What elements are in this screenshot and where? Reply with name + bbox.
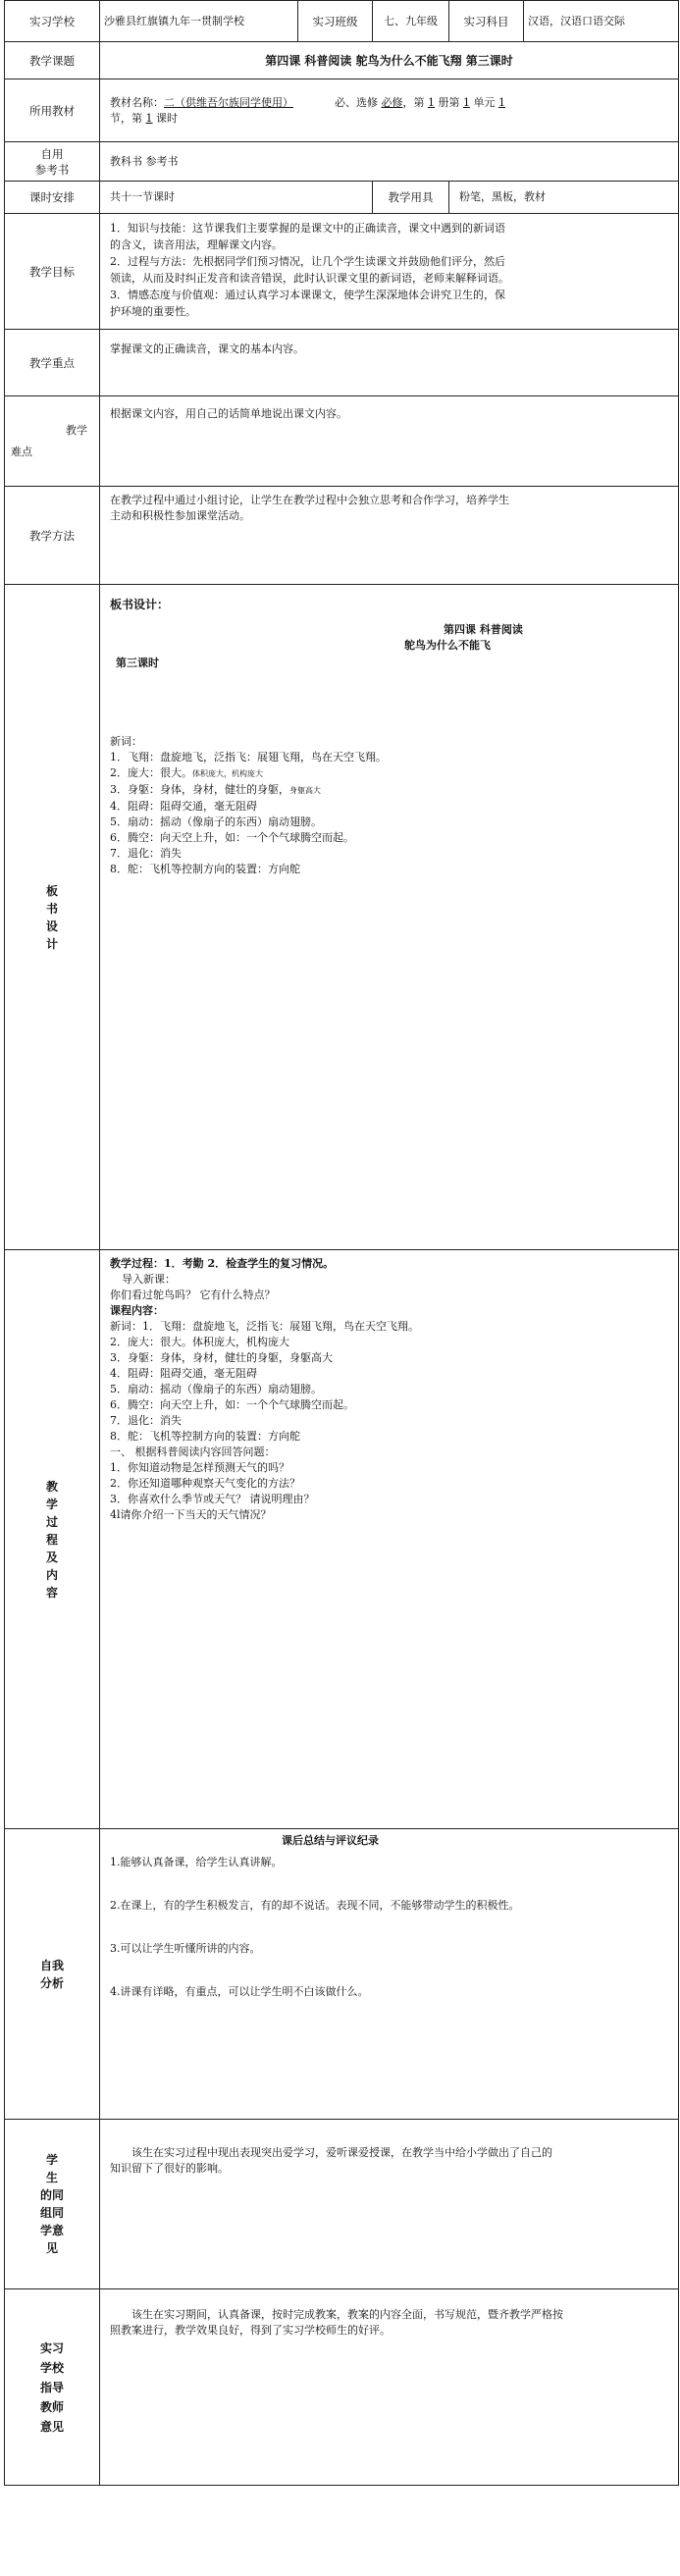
board-title1: 第四课 科普阅读 bbox=[444, 623, 523, 636]
board-period: 第三课时 bbox=[116, 657, 159, 669]
textbook-unit-label: 册第 bbox=[438, 95, 460, 109]
process-line: 5．扇动：摇动（像扇子的东西）扇动翅膀。 bbox=[110, 1383, 322, 1395]
reference-value: 教科书 参考书 bbox=[100, 142, 679, 182]
goals-line: 2．过程与方法：先根据同学们预习情况，让几个学生读课文并鼓励他们评分，然后 bbox=[110, 255, 505, 268]
textbook-lesson-suffix: 课时 bbox=[156, 111, 178, 125]
self-analysis-line: 3.可以让学生听懂所讲的内容。 bbox=[110, 1942, 261, 1955]
process-line: 教学过程：1．考勤 2．检查学生的复习情况。 bbox=[110, 1257, 335, 1270]
process-line: 导入新课： bbox=[122, 1273, 176, 1286]
methods-row bbox=[5, 487, 679, 585]
mentor-line: 该生在实习期间，认真备课，按时完成教案，教案的内容全面，书写规范，暨齐教学严格按 bbox=[131, 2308, 563, 2321]
board-words-heading: 新词： bbox=[110, 735, 142, 748]
self-analysis-line: 2.在课上，有的学生积极发言，有的却不说话。表现不同，不能够带动学生的积极性。 bbox=[110, 1899, 520, 1912]
textbook-unit: 1 bbox=[462, 95, 470, 109]
school-value: 沙雅县红旗镇九年一贯制学校 bbox=[100, 1, 298, 42]
board-heading: 板书设计： bbox=[110, 598, 170, 611]
goals-line: 的含义，读音用法，理解课文内容。 bbox=[110, 238, 283, 251]
peer-line: 知识留下了很好的影响。 bbox=[110, 2162, 229, 2175]
board-note: 身躯高大 bbox=[289, 786, 321, 795]
process-line: 一、 根据科普阅读内容回答问题： bbox=[110, 1446, 276, 1458]
goals-line: 领读，从而及时纠正发音和读音错误，此时认识课文里的新词语，老师来解释词语。 bbox=[110, 272, 509, 285]
textbook-name: 二（供维吾尔族同学使用） bbox=[164, 95, 293, 109]
school-label: 实习学校 bbox=[5, 1, 100, 42]
peer-content bbox=[100, 2120, 679, 2289]
tools-value: 粉笔，黑板，教材 bbox=[449, 182, 679, 214]
process-line: 3．身躯：身体，身材，健壮的身躯，身躯高大 bbox=[110, 1351, 333, 1364]
goals-line: 1．知识与技能：这节课我们主要掌握的是课文中的正确读音，课文中遇到的新词语 bbox=[110, 222, 505, 235]
key-points-row bbox=[5, 330, 679, 396]
textbook-lesson: 1 bbox=[145, 111, 153, 125]
class-label: 实习班级 bbox=[298, 1, 373, 42]
reference-row bbox=[5, 142, 679, 182]
self-analysis-heading: 课后总结与评议纪录 bbox=[282, 1834, 379, 1847]
textbook-label: 所用教材 bbox=[5, 79, 100, 142]
process-content bbox=[100, 1250, 679, 1829]
board-row bbox=[5, 585, 679, 1250]
subject-label: 实习科目 bbox=[449, 1, 524, 42]
reference-label: 自用 参考书 bbox=[5, 142, 100, 182]
process-line: 6．腾空：向天空上升，如：一个个气球腾空而起。 bbox=[110, 1398, 354, 1411]
textbook-mid: 必、选修 bbox=[334, 95, 378, 109]
mentor-row bbox=[5, 2289, 679, 2486]
board-word: 2．庞大：很大。体积庞大，机构庞大 bbox=[110, 766, 263, 779]
difficulties-value: 根据课文内容，用自己的话简单地说出课文内容。 bbox=[100, 396, 679, 487]
mentor-label: 实习 学校 指导 教师 意见 bbox=[5, 2289, 100, 2486]
goals-line: 护环境的重要性。 bbox=[110, 305, 196, 318]
process-line: 你们看过鸵鸟吗？ 它有什么特点？ bbox=[110, 1288, 276, 1301]
goals-row bbox=[5, 214, 679, 330]
process-label: 教 学 过 程 及 内 容 bbox=[5, 1250, 100, 1829]
board-title2: 鸵鸟为什么不能飞 bbox=[404, 639, 491, 652]
difficulties-label: 教学 难点 bbox=[5, 396, 100, 487]
topic-row bbox=[5, 42, 679, 79]
topic-label: 教学课题 bbox=[5, 42, 100, 79]
board-word: 8．舵：飞机等控制方向的装置：方向舵 bbox=[110, 863, 300, 875]
board-word: 3．身躯：身体，身材，健壮的身躯，身躯高大 bbox=[110, 783, 321, 796]
methods-content bbox=[100, 487, 679, 585]
goals-content bbox=[100, 214, 679, 330]
class-value: 七、九年级 bbox=[373, 1, 449, 42]
methods-line: 在教学过程中通过小组讨论，让学生在教学过程中会独立思考和合作学习，培养学生 bbox=[110, 494, 509, 506]
board-word: 5．扇动：摇动（像扇子的东西）扇动翅膀。 bbox=[110, 815, 322, 828]
self-analysis-label: 自我 分析 bbox=[5, 1829, 100, 2120]
textbook-section-suffix: 节，第 bbox=[110, 111, 142, 125]
lesson-plan-table bbox=[4, 0, 679, 2486]
textbook-section-label: 单元 bbox=[473, 95, 496, 109]
self-analysis-content bbox=[100, 1829, 679, 2120]
subject-value: 汉语，汉语口语交际 bbox=[524, 1, 679, 42]
process-line: 4．阻碍：阻碍交通，毫无阻碍 bbox=[110, 1367, 257, 1380]
board-word: 6．腾空：向天空上升，如：一个个气球腾空而起。 bbox=[110, 831, 354, 844]
process-line: 课程内容： bbox=[110, 1304, 164, 1317]
process-line: 2．你还知道哪种观察天气变化的方法？ bbox=[110, 1477, 300, 1490]
process-line: 7．退化：消失 bbox=[110, 1414, 182, 1427]
board-word: 7．退化：消失 bbox=[110, 847, 182, 860]
process-line: 2．庞大：很大。体积庞大，机构庞大 bbox=[110, 1336, 289, 1348]
schedule-label: 课时安排 bbox=[5, 182, 100, 214]
methods-line: 主动和积极性参加课堂活动。 bbox=[110, 509, 250, 522]
board-label: 板 书 设 计 bbox=[5, 585, 100, 1250]
schedule-value: 共十一节课时 bbox=[100, 182, 373, 214]
header-row bbox=[5, 1, 679, 42]
textbook-book-prefix: ，第 bbox=[402, 95, 425, 109]
textbook-row bbox=[5, 79, 679, 142]
peer-row bbox=[5, 2120, 679, 2289]
self-analysis-row bbox=[5, 1829, 679, 2120]
methods-label: 教学方法 bbox=[5, 487, 100, 585]
process-line: 3．你喜欢什么季节或天气？ 请说明理由？ bbox=[110, 1493, 315, 1505]
difficulties-row bbox=[5, 396, 679, 487]
board-word: 1．飞翔：盘旋地飞，泛指飞：展翅飞翔，鸟在天空飞翔。 bbox=[110, 751, 387, 763]
process-line: 1．你知道动物是怎样预测天气的吗？ bbox=[110, 1461, 289, 1474]
board-content bbox=[100, 585, 679, 1250]
goals-label: 教学目标 bbox=[5, 214, 100, 330]
goals-line: 3．情感态度与价值观：通过认真学习本课课文，使学生深深地体会讲究卫生的，保 bbox=[110, 289, 505, 301]
self-analysis-line: 4.讲课有详略，有重点，可以让学生明不白该做什么。 bbox=[110, 1985, 369, 1998]
process-row bbox=[5, 1250, 679, 1829]
peer-line: 该生在实习过程中现出表现突出爱学习，爱听课爱授课，在教学当中给小学做出了自己的 bbox=[131, 2146, 552, 2159]
textbook-book: 1 bbox=[427, 95, 435, 109]
key-points-value: 掌握课文的正确读音，课文的基本内容。 bbox=[100, 330, 679, 396]
board-word: 4．阻碍：阻碍交通，毫无阻碍 bbox=[110, 800, 257, 813]
textbook-section: 1 bbox=[497, 95, 505, 109]
key-points-label: 教学重点 bbox=[5, 330, 100, 396]
schedule-row bbox=[5, 182, 679, 214]
textbook-value bbox=[100, 79, 679, 142]
mentor-content bbox=[100, 2289, 679, 2486]
self-analysis-line: 1.能够认真备课，给学生认真讲解。 bbox=[110, 1856, 283, 1868]
topic-value: 第四课 科普阅读 鸵鸟为什么不能飞翔 第三课时 bbox=[100, 42, 679, 79]
process-line: 新词：1．飞翔：盘旋地飞，泛指飞：展翅飞翔，鸟在天空飞翔。 bbox=[110, 1320, 419, 1333]
tools-label: 教学用具 bbox=[373, 182, 449, 214]
textbook-prefix: 教材名称： bbox=[110, 95, 164, 109]
process-line: 4l请你介绍一下当天的天气情况？ bbox=[110, 1508, 272, 1521]
mentor-line: 照教案进行，教学效果良好，得到了实习学校师生的好评。 bbox=[110, 2324, 391, 2337]
board-note: 体积庞大，机构庞大 bbox=[192, 769, 263, 778]
peer-label: 学 生 的同 组同 学意 见 bbox=[5, 2120, 100, 2289]
process-line: 8．舵：飞机等控制方向的装置：方向舵 bbox=[110, 1430, 300, 1443]
textbook-type: 必修 bbox=[381, 95, 403, 109]
